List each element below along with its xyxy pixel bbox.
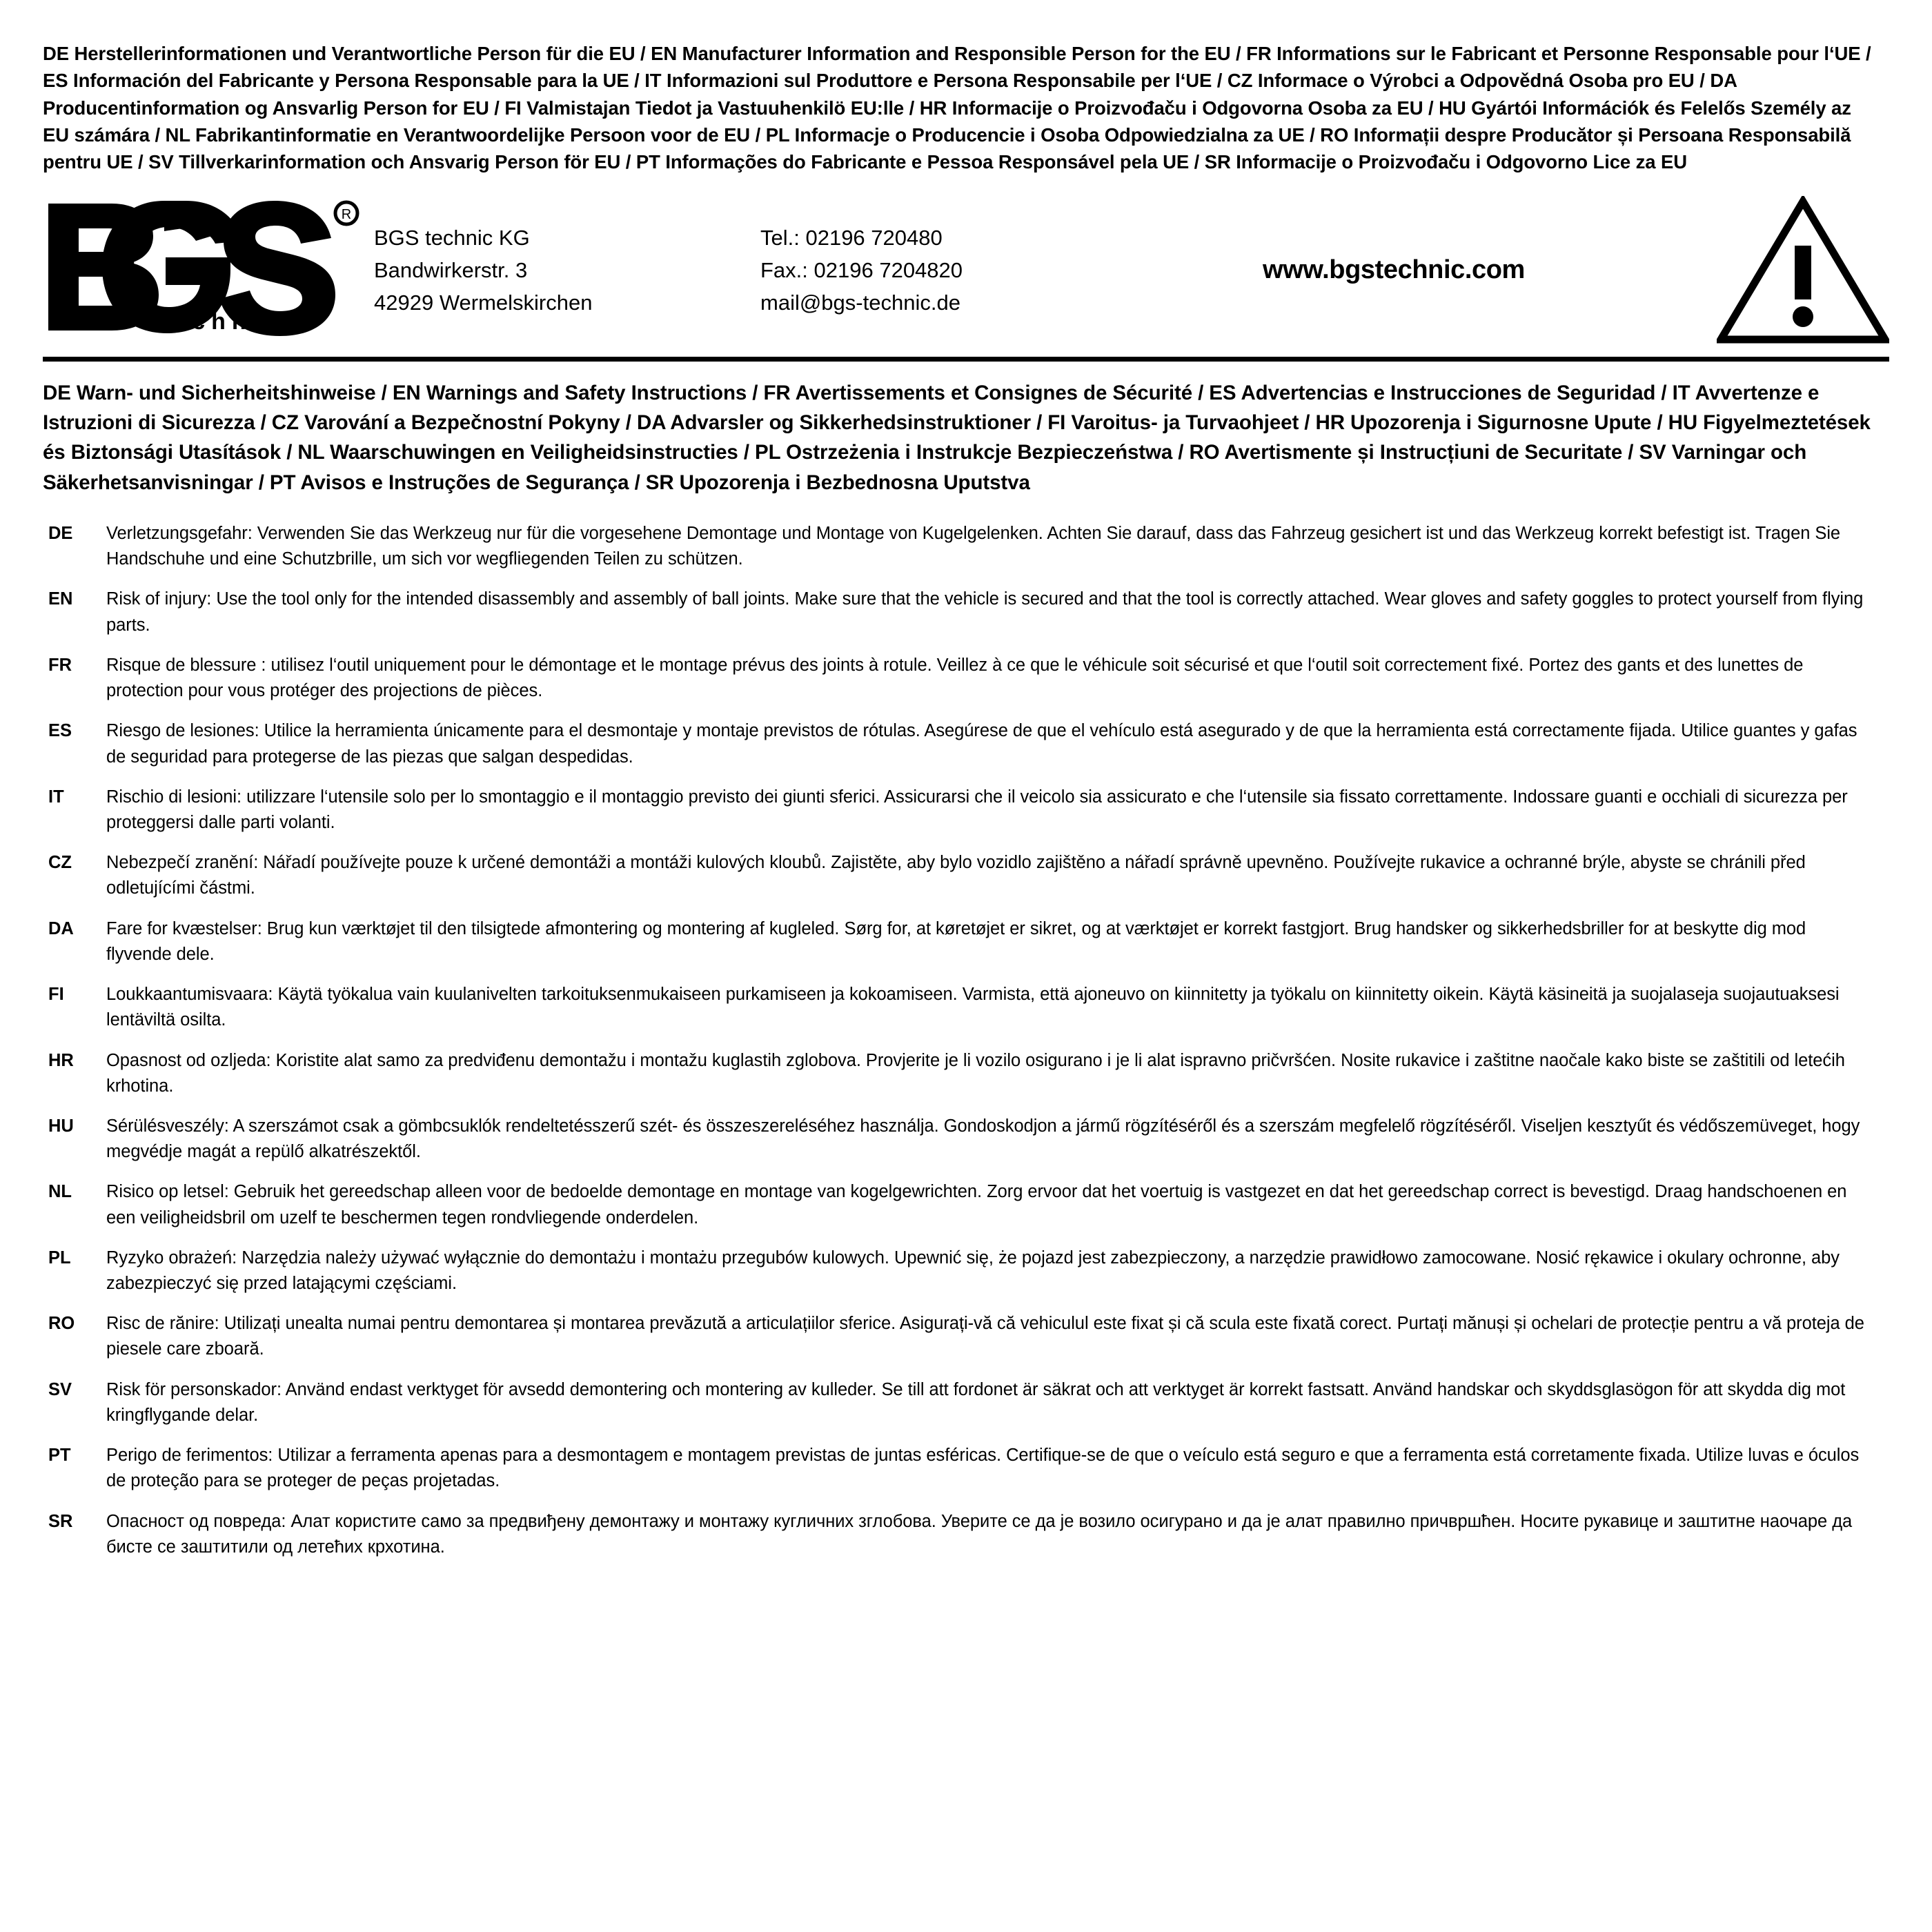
language-code: HR xyxy=(48,1050,74,1070)
language-text: Risk of injury: Use the tool only for the intended disassembly and assembly of ball joints. Make sure that the vehicle is secured and that the tool is correctly attached. Wear gloves and safety goggles to protect yourself from flying parts. xyxy=(106,589,1864,635)
language-text: Nebezpečí zranění: Nářadí používejte pouze k určené demontáži a montáži kulových kloubů. Zajistěte, aby bylo vozidlo zajištěno a nářadí správně upevněno. Používejte rukavice a ochranné brýle, abyste se chránili před odletujícími částmi. xyxy=(106,853,1806,898)
language-code: IT xyxy=(48,787,64,807)
company-city: 42929 Wermelskirchen xyxy=(374,290,593,315)
language-text: Fare for kvæstelser: Brug kun værktøjet til den tilsigtede afmontering og montering af kugleled. Sørg for, at køretøjet er sikret, og at værktøjet er korrekt fastgjort. Brug handsker og sikkerhedsbriller for at beskytte dig mod flyvende dele. xyxy=(106,918,1806,964)
list-item xyxy=(43,1245,1889,1297)
language-text: Rischio di lesioni: utilizzare l‘utensile solo per lo smontaggio e il montaggio previsto dei giunti sferici. Assicurarsi che il veicolo sia assicurato e che l‘utensile sia fissato correttamente. Indossare guanti e occhiali di sicurezza per proteggersi dalle parti volanti. xyxy=(106,787,1848,832)
list-item xyxy=(43,653,1889,704)
list-item xyxy=(43,586,1889,638)
language-text: Verletzungsgefahr: Verwenden Sie das Werkzeug nur für die vorgesehene Demontage und Montage von Kugelgelenken. Achten Sie darauf, dass das Fahrzeug gesichert ist und das Werkzeug korrekt befestigt ist. Tragen Sie Handschuhe und eine Schutzbrille, um sich vor wegfliegenden Teilen zu schützen. xyxy=(106,524,1841,569)
language-text: Risk för personskador: Använd endast verktyget för avsedd demontering och montering av kulleder. Se till att fordonet är säkrat och att verktyget är korrekt fastsatt. Använd handskar och skyddsglasögon för att skydda dig mot kringflygande delar. xyxy=(106,1379,1846,1425)
list-item xyxy=(43,1114,1889,1165)
language-text: Risico op letsel: Gebruik het gereedschap alleen voor de bedoelde demontage en montage van kogelgewrichten. Zorg ervoor dat het voertuig is vastgezet en dat het gereedschap correct is bevestigd. Draag handschoenen en een veiligheidsbril om uzelf te beschermen tegen rondvliegende onderdelen. xyxy=(106,1182,1847,1228)
list-item xyxy=(43,1048,1889,1099)
language-text: Ryzyko obrażeń: Narzędzia należy używać wyłącznie do demontażu i montażu przegubów kulowych. Upewnić się, że pojazd jest zabezpieczony, a narzędzie prawidłowo zamocowane. Nosić rękawice i okulary ochronne, aby zabezpieczyć się przed latającymi częściami. xyxy=(106,1248,1840,1294)
company-street: Bandwirkerstr. 3 xyxy=(374,258,528,282)
list-item xyxy=(43,1179,1889,1230)
language-text: Loukkaantumisvaara: Käytä työkalua vain kuulanivelten tarkoituksenmukaiseen purkamiseen ja kokoamiseen. Varmista, että ajoneuvo on kiinnitetty ja työkalu on kiinnitetty oikein. Käytä käsineitä ja suojalaseja suojautuaksesi lentäviltä osilta. xyxy=(106,985,1840,1030)
language-code: RO xyxy=(48,1314,75,1334)
list-item xyxy=(43,718,1889,769)
company-fax: Fax.: 02196 7204820 xyxy=(760,258,963,282)
language-code: NL xyxy=(48,1182,72,1202)
language-code: ES xyxy=(48,721,72,741)
warning-triangle xyxy=(1682,196,1889,344)
list-item xyxy=(43,521,1889,572)
company-address xyxy=(367,221,760,319)
language-code: PT xyxy=(48,1446,71,1466)
language-text: Risque de blessure : utilisez l‘outil uniquement pour le démontage et le montage prévus des joints à rotule. Veillez à ce que le véhicule soit sécurisé et que l‘outil soit correctement fixé. Portez des gants et des lunettes de protection pour vous protéger des projections de pièces. xyxy=(106,655,1804,701)
language-code: HU xyxy=(48,1116,74,1136)
svg-text:R: R xyxy=(341,206,352,222)
language-text: Опасност од повреда: Алат користите само за предвиђену демонтажу и монтажу кугличних зглобова. Уверите се да је возило осигурано и да је алат правилно причвршћен. Носите рукавице и заштитне наочаре да бисте се заштитили од летећих крхотина. xyxy=(106,1511,1853,1557)
header-divider xyxy=(43,357,1889,362)
list-item xyxy=(43,1311,1889,1362)
language-code: FR xyxy=(48,655,72,675)
language-code: DA xyxy=(48,918,74,938)
language-code: CZ xyxy=(48,853,72,873)
language-code: SR xyxy=(48,1511,73,1531)
company-contact xyxy=(760,221,1119,319)
language-text: Riesgo de lesiones: Utilice la herramienta únicamente para el desmontaje y montaje previstos de rótulas. Asegúrese de que el vehículo está asegurado y de que la herramienta está correctamente fijada. Utilice guantes y gafas de seguridad para protegerse de las piezas que salgan despedidas. xyxy=(106,721,1857,767)
list-item xyxy=(43,982,1889,1033)
language-text: Sérülésveszély: A szerszámot csak a gömbcsuklók rendeltetésszerű szét- és összeszereléséhez használja. Gondoskodjon a jármű rögzítéséről és a szerszám megfelelő rögzítéséről. Viseljen kesztyűt és védőszemüveget, hogy megvédje magát a repülő alkatrészektől. xyxy=(106,1116,1860,1162)
list-item xyxy=(43,1377,1889,1428)
language-code: EN xyxy=(48,589,73,609)
bgs-logo xyxy=(43,198,367,343)
language-text: Risc de rănire: Utilizați unealta numai pentru demontarea și montarea prevăzută a articulațiilor sferice. Asigurați-vă că vehiculul este fixat și că scula este fixată corect. Purtați mănuși și ochelari de protecție pentru a vă proteja de piesele care zboară. xyxy=(106,1314,1864,1359)
language-code: SV xyxy=(48,1379,72,1399)
list-item xyxy=(43,916,1889,967)
language-text: Opasnost od ozljeda: Koristite alat samo za predviđenu demontažu i montažu kuglastih zglobova. Provjerite je li vozilo osigurano i je li alat ispravno pričvršćen. Nosite rukavice i zaštitne naočale kako biste se zaštitili od letećih krhotina. xyxy=(106,1050,1845,1096)
company-email[interactable]: mail@bgs-technic.de xyxy=(760,290,960,315)
list-item xyxy=(43,785,1889,836)
safety-section-heading: DE Warn- und Sicherheitshinweise / EN Warnings and Safety Instructions / FR Avertissements et Consignes de Sécurité / ES Advertencias e Instrucciones de Seguridad / IT Avvertenze e Istruzioni di Sicurezza / CZ Varování a Bezpečnostní Pokyny / DA Advarsler og Sikkerhedsinstruktioner / FI Varoitus- ja Turvaohjeet / HR Upozorenja i Sigurnosne Upute / HU Figyelmeztetések és Biztonsági Utasítások / NL Waarschuwingen en Veiligheidsinstructies / PL Ostrzeżenia i Instrukcje Bezpieczeństwa / RO Avertismente și Instrucțiuni de Securitate / SV Varningar och Säkerhetsanvisningar / PT Avisos e Instruções de Segurança / SR Upozorenja i Bezbednosna Uputstva xyxy=(43,381,1871,494)
svg-text:technic: technic xyxy=(159,308,285,335)
list-item xyxy=(43,1509,1889,1560)
company-name: BGS technic KG xyxy=(374,225,530,250)
language-code: FI xyxy=(48,985,64,1005)
warning-triangle-icon xyxy=(1717,196,1889,344)
language-text: Perigo de ferimentos: Utilizar a ferramenta apenas para a desmontagem e montagem previstas de juntas esféricas. Certifique-se de que o veículo está seguro e que a ferramenta está corretamente fixada. Utilize luvas e óculos de proteção para se proteger de peças projetadas. xyxy=(106,1446,1860,1491)
language-code: DE xyxy=(48,524,73,543)
list-item xyxy=(43,1443,1889,1494)
company-tel: Tel.: 02196 720480 xyxy=(760,225,943,250)
safety-paragraph-list xyxy=(43,521,1889,1560)
bgs-logo-icon xyxy=(43,198,360,336)
language-code: PL xyxy=(48,1248,71,1268)
manufacturer-info-heading: DE Herstellerinformationen und Verantwortliche Person für die EU / EN Manufacturer Information and Responsible Person for the EU / FR Informations sur le Fabricant et Personne Responsable pour l‘UE / ES Información del Fabricante y Persona Responsable para la UE / IT Informazioni sul Produttore e Persona Responsabile per l‘UE / CZ Informace o Výrobci a Odpovědná Osoba pro EU / DA Producentinformation og Ansvarlig Person for EU / FI Valmistajan Tiedot ja Vastuuhenkilö EU:lle / HR Informacije o Proizvođaču i Odgovorna Osoba za EU / HU Gyártói Információk és Felelős Személy az EU számára / NL Fabrikantinformatie en Verantwoordelijke Persoon voor de EU / PL Informacje o Producencie i Osoba Odpowiedzialna za UE / RO Informații despre Producător și Persoana Responsabilă pentru UE / SV Tillverkarinformation och Ansvarig Person för EU / PT Informações do Fabricante e Pessoa Responsável pela UE / SR Informacije o Proizvođaču i Odgovorno Lice za EU xyxy=(43,43,1871,173)
list-item xyxy=(43,850,1889,901)
company-website[interactable]: www.bgstechnic.com xyxy=(1263,255,1525,285)
company-info-block xyxy=(43,191,1889,350)
